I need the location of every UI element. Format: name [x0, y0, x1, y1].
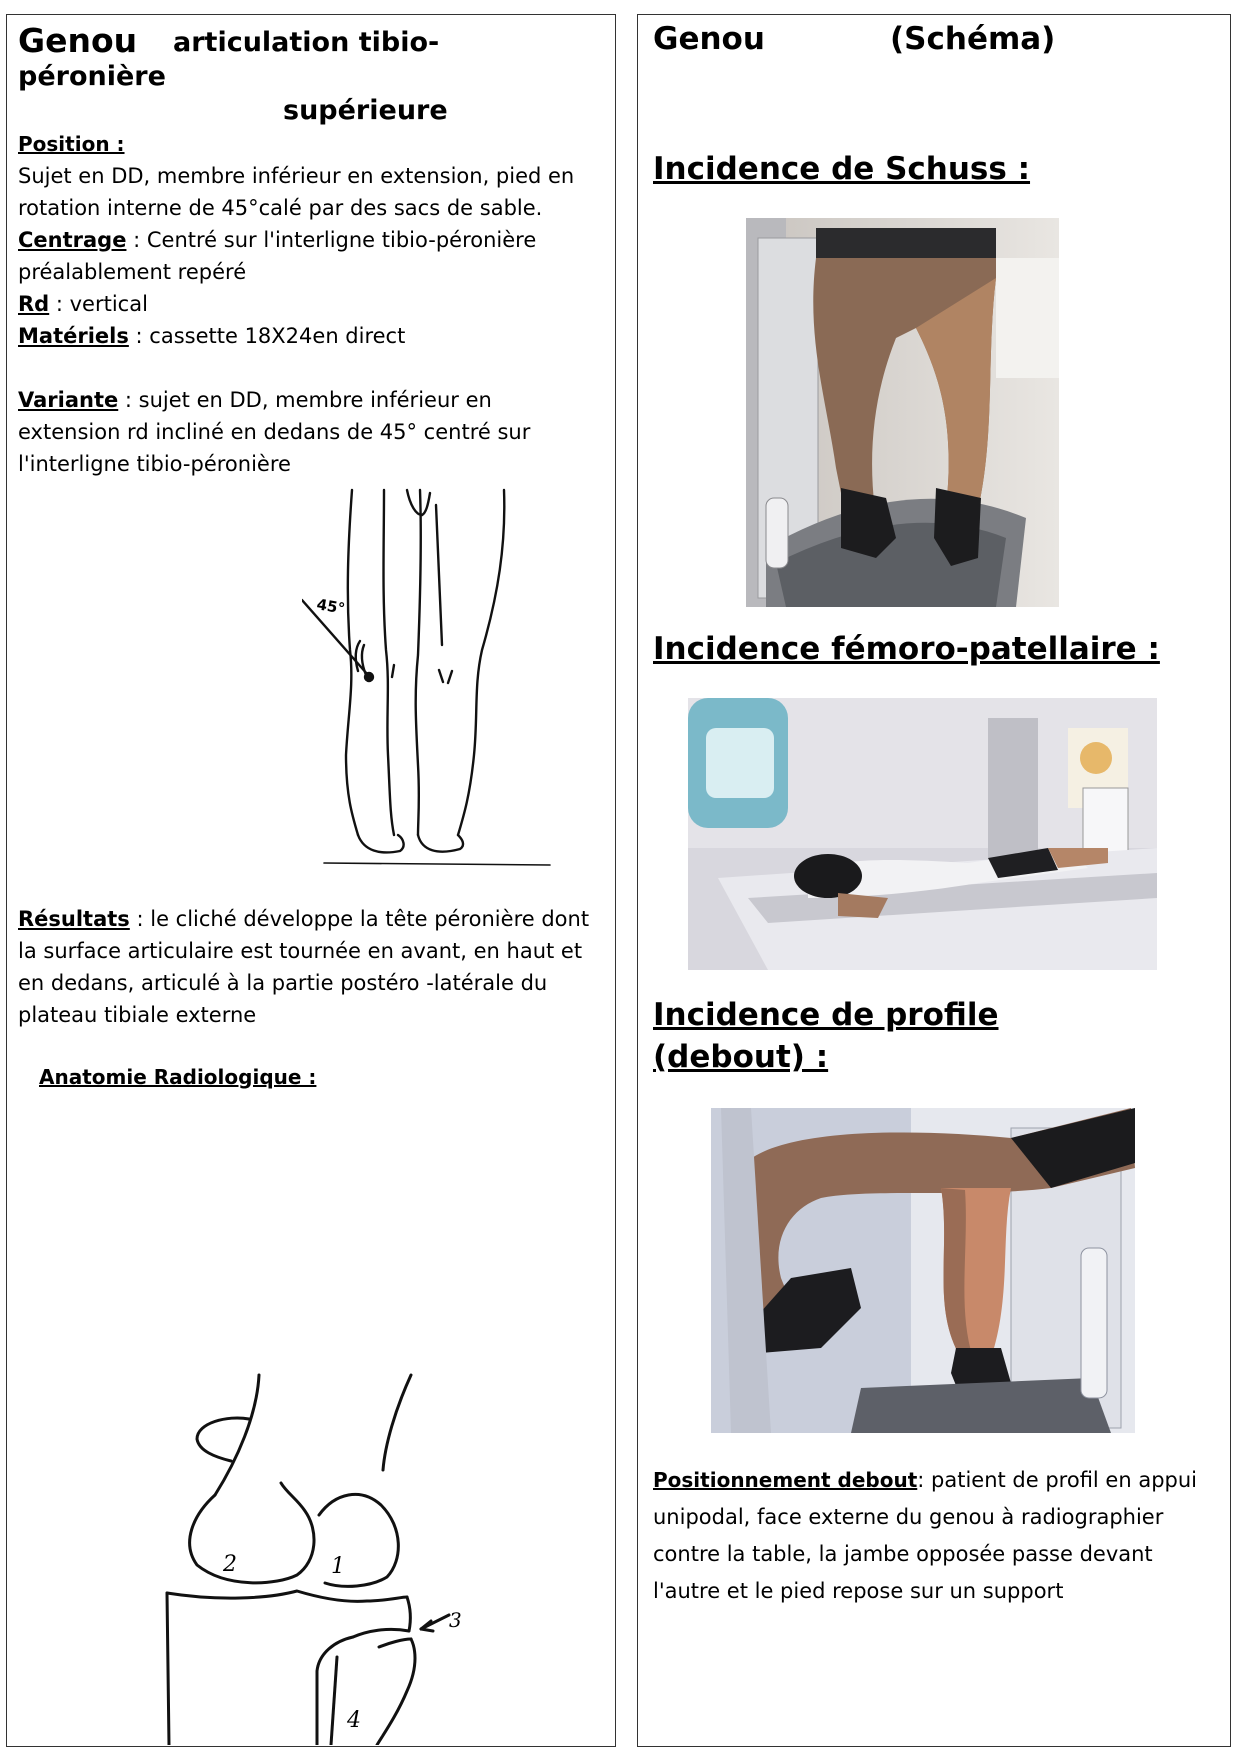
variante-text-1: : sujet en DD, membre inférieur en	[118, 388, 492, 412]
anatomy-number-1: 1	[331, 1554, 345, 1579]
resultats-text-4: plateau tibiale externe	[18, 1003, 257, 1027]
resultats-label: Résultats	[18, 907, 130, 931]
positionnement-text-4: l'autre et le pied repose sur un support	[653, 1579, 1064, 1603]
variante-label: Variante	[18, 388, 119, 412]
left-title-line3: supérieure	[283, 95, 448, 126]
rd-label: Rd	[18, 292, 50, 316]
femoro-photo	[688, 698, 1157, 970]
materiels-label: Matériels	[18, 324, 129, 348]
anatomie-label: Anatomie Radiologique :	[39, 1065, 317, 1089]
rd-text: : vertical	[49, 292, 148, 316]
centrage-label: Centrage	[18, 228, 127, 252]
left-title-line2: péronière	[18, 61, 166, 92]
right-title-main: Genou	[653, 21, 765, 57]
anatomy-number-4: 4	[347, 1708, 361, 1733]
left-title-main: Genou	[18, 21, 138, 60]
positionnement-text-3: contre la table, la jambe opposée passe devant	[653, 1542, 1153, 1566]
position-text-2: rotation interne de 45°calé par des sacs de sable.	[18, 196, 543, 220]
resultats-text-1: : le cliché développe la tête péronière dont	[129, 907, 590, 931]
materiels-text: : cassette 18X24en direct	[128, 324, 406, 348]
resultats-line	[18, 903, 589, 935]
anatomy-number-3: 3	[449, 1608, 462, 1632]
legs-angle-label: 45°	[315, 595, 347, 618]
position-label: Position :	[18, 132, 125, 156]
schuss-heading: Incidence de Schuss :	[653, 151, 1031, 187]
right-title-schema: (Schéma)	[890, 21, 1056, 57]
materiels-line	[18, 320, 405, 352]
positionnement-line-1	[653, 1464, 1197, 1496]
knee-anatomy-sketch	[157, 1365, 477, 1745]
position-text-1: Sujet en DD, membre inférieur en extension, pied en	[18, 164, 575, 188]
resultats-text-3: en dedans, articulé à la partie postéro -latérale du	[18, 971, 548, 995]
variante-line	[18, 384, 492, 416]
right-panel	[637, 14, 1231, 1747]
positionnement-label: Positionnement debout	[653, 1468, 918, 1492]
resultats-text-2: la surface articulaire est tournée en avant, en haut et	[18, 939, 583, 963]
profile-heading-1: Incidence de profile	[653, 997, 999, 1033]
femoro-heading: Incidence fémoro-patellaire :	[653, 631, 1160, 667]
variante-text-2: extension rd incliné en dedans de 45° centré sur	[18, 420, 531, 444]
legs-sketch	[302, 485, 562, 875]
rd-line	[18, 288, 148, 320]
positionnement-text-1: : patient de profil en appui	[917, 1468, 1198, 1492]
centrage-text-1: : Centré sur l'interligne tibio-péronière	[126, 228, 537, 252]
left-panel	[6, 14, 616, 1747]
centrage-line	[18, 224, 536, 256]
variante-text-3: l'interligne tibio-péronière	[18, 452, 291, 476]
anatomy-number-2: 2	[223, 1552, 237, 1577]
schuss-photo	[746, 218, 1059, 607]
positionnement-text-2: unipodal, face externe du genou à radiographier	[653, 1505, 1164, 1529]
profile-photo	[711, 1108, 1135, 1433]
left-title-rest: articulation tibio-	[173, 27, 440, 58]
centrage-text-2: préalablement repéré	[18, 260, 247, 284]
profile-heading-2: (debout) :	[653, 1039, 829, 1075]
